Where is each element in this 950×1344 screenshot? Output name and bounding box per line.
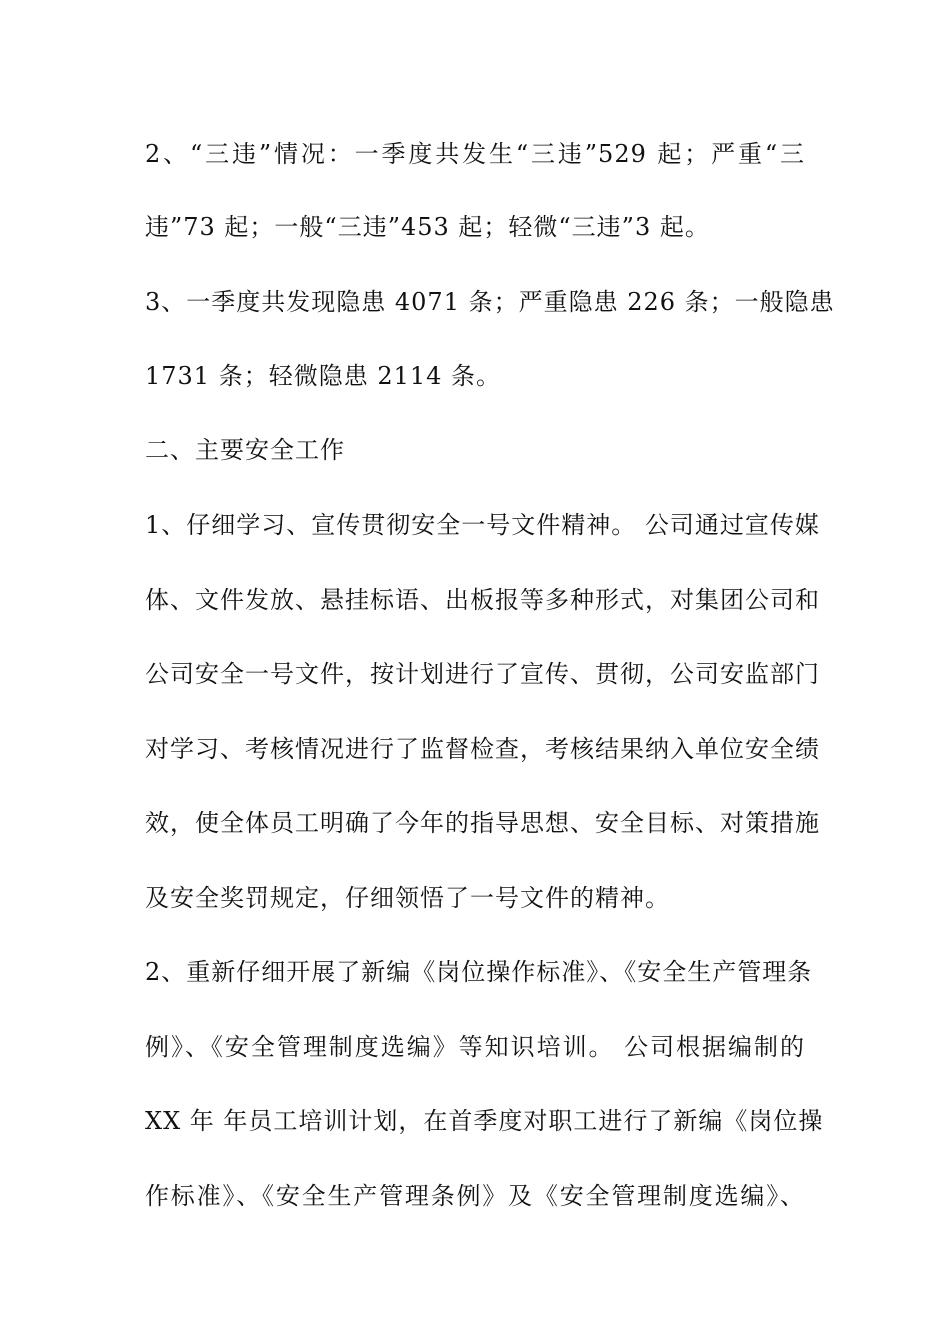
text-line: 效，使全体员工明确了今年的指导思想、安全目标、对策措施 (145, 809, 820, 837)
text-line: 1731 条；轻微隐患 2114 条。 (145, 362, 502, 390)
text-line: 体、文件发放、悬挂标语、出板报等多种形式，对集团公司和 (145, 586, 820, 614)
text-line: 2、“三违”情况：一季度共发生“三违”529 起；严重“三 (145, 140, 805, 168)
text-line: 公司安全一号文件，按计划进行了宣传、贯彻，公司安监部门 (145, 660, 820, 688)
text-line: 作标准》、《安全生产管理条例》及《安全管理制度选编》、 (145, 1182, 805, 1210)
text-line: 例》、《安全管理制度选编》等知识培训。 公司根据编制的 (145, 1033, 805, 1061)
section-heading: 二、主要安全工作 (145, 436, 345, 464)
text-line: 违”73 起；一般“三违”453 起；轻微“三违”3 起。 (145, 213, 710, 241)
text-line: 3、一季度共发现隐患 4071 条；严重隐患 226 条；一般隐患 (145, 288, 835, 316)
text-line: XX 年 年员工培训计划，在首季度对职工进行了新编《岗位操 (145, 1107, 824, 1135)
text-line: 2、重新仔细开展了新编《岗位操作标准》、《安全生产管理条 (145, 958, 813, 986)
text-line: 及安全奖罚规定，仔细领悟了一号文件的精神。 (145, 884, 670, 912)
text-line: 1、仔细学习、宣传贯彻安全一号文件精神。 公司通过宣传媒 (145, 511, 820, 539)
text-line: 对学习、考核情况进行了监督检查，考核结果纳入单位安全绩 (145, 735, 820, 763)
